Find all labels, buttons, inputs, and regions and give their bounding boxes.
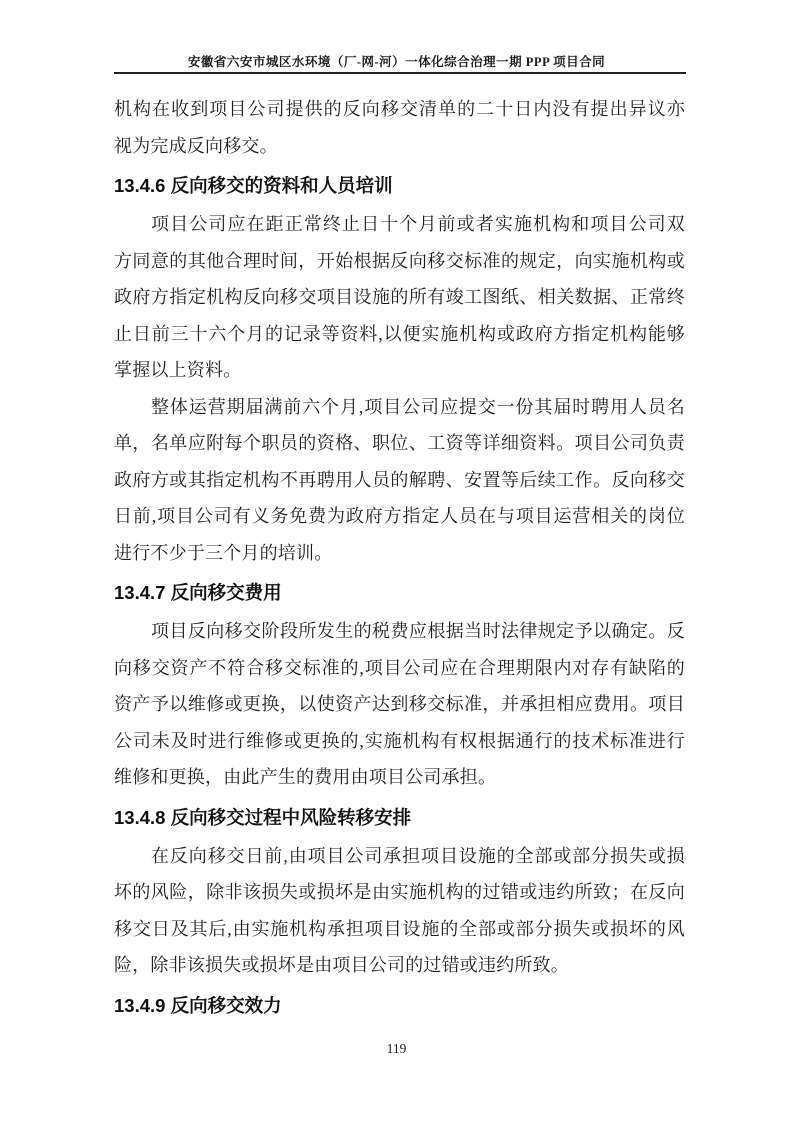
text-line: 移交日及其后,由实施机构承担项目设施的全部或部分损失或损坏的风 xyxy=(114,918,685,939)
text-line: 视为完成反向移交。 xyxy=(114,135,278,156)
section-heading: 13.4.9 反向移交效力 xyxy=(114,994,282,1016)
paragraph xyxy=(114,91,685,164)
text-line: 在反向移交日前,由项目公司承担项目设施的全部或部分损失或损 xyxy=(151,845,685,866)
text-line: 方同意的其他合理时间，开始根据反向移交标准的规定，向实施机构或 xyxy=(114,250,685,271)
section-heading: 13.4.6 反向移交的资料和人员培训 xyxy=(114,175,393,196)
text-line: 日前,项目公司有义务免费为政府方指定人员在与项目运营相关的岗位 xyxy=(114,506,685,526)
page-number: 119 xyxy=(386,1041,407,1056)
page-footer xyxy=(0,1041,793,1057)
text-line: 机构在收到项目公司提供的反向移交清单的二十日内没有提出异议亦 xyxy=(114,99,685,119)
text-line: 政府方指定机构反向移交项目设施的所有竣工图纸、相关数据、正常终 xyxy=(114,287,685,307)
text-line: 项目公司应在距正常终止日十个月前或者实施机构和项目公司双 xyxy=(151,214,685,234)
paragraph xyxy=(114,389,685,572)
text-line: 项目反向移交阶段所发生的税费应根据当时法律规定予以确定。反 xyxy=(151,621,685,641)
paragraph xyxy=(114,206,685,389)
text-line: 险，除非该损失或损坏是由项目公司的过错或违约所致。 xyxy=(114,955,569,975)
text-line: 资产予以维修或更换，以使资产达到移交标准，并承担相应费用。项目 xyxy=(114,694,685,714)
paragraph xyxy=(114,613,685,796)
section-heading: 13.4.7 反向移交费用 xyxy=(114,582,282,603)
text-line: 整体运营期届满前六个月,项目公司应提交一份其届时聘用人员名 xyxy=(151,396,685,417)
text-line: 公司未及时进行维修或更换的,实施机构有权根据通行的技术标准进行 xyxy=(114,730,685,751)
section-heading: 13.4.8 反向移交过程中风险转移安排 xyxy=(114,806,412,828)
paragraph xyxy=(114,838,685,984)
document-body xyxy=(114,91,685,1026)
text-line: 政府方或其指定机构不再聘用人员的解聘、安置等后续工作。反向移交 xyxy=(114,469,685,490)
text-line: 单，名单应附每个职员的资格、职位、工资等详细资料。项目公司负责 xyxy=(114,433,685,453)
text-line: 止日前三十六个月的记录等资料,以便实施机构或政府方指定机构能够 xyxy=(114,323,685,344)
text-line: 坏的风险，除非该损失或损坏是由实施机构的过错或违约所致；在反向 xyxy=(114,882,685,902)
page-header-title: 安徽省六安市城区水环境（厂-网-河）一体化综合治理一期 PPP 项目合同 xyxy=(187,55,606,69)
header-rule xyxy=(114,72,686,74)
text-line: 向移交资产不符合移交标准的,项目公司应在合理期限内对存有缺陷的 xyxy=(114,657,685,678)
text-line: 维修和更换，由此产生的费用由项目公司承担。 xyxy=(114,767,497,787)
text-line: 进行不少于三个月的培训。 xyxy=(114,542,333,563)
text-line: 掌握以上资料。 xyxy=(114,360,242,380)
